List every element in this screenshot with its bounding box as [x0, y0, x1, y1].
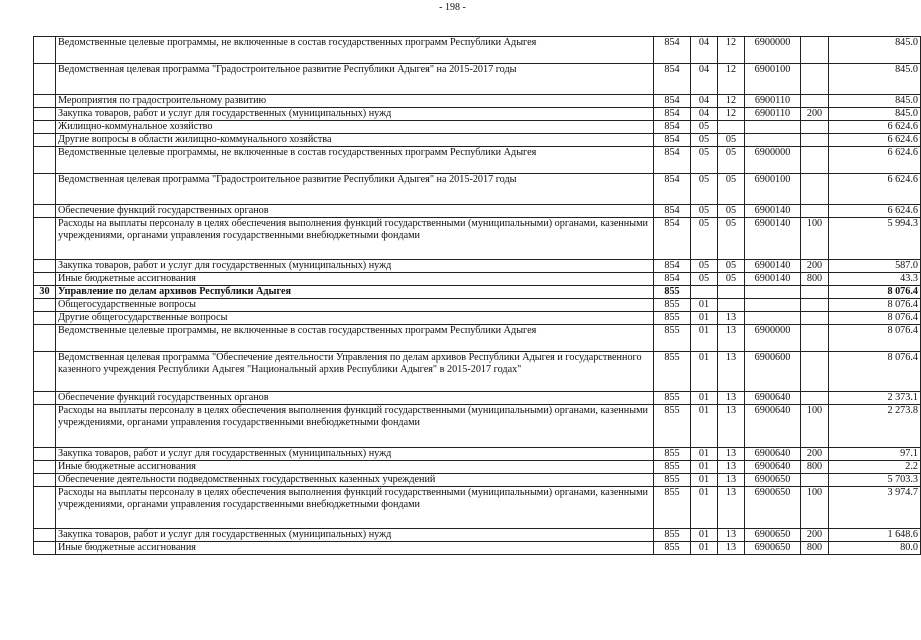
row-target-article: 6900600 — [745, 352, 801, 392]
row-name: Ведомственная целевая программа "Обеспечение деятельности Управления по делам архивов Республики Адыгея и государственного казенного учреждения Республики Адыгея "Национальный архив Республики Адыгея" в 2015-2017 годах" — [56, 352, 654, 392]
row-subsection-code: 13 — [718, 529, 745, 542]
row-section-code: 05 — [691, 121, 718, 134]
row-name: Ведомственные целевые программы, не включенные в состав государственных программ Республики Адыгея — [56, 147, 654, 174]
row-grbs-code: 854 — [654, 108, 691, 121]
row-amount: 5 703.3 — [829, 474, 921, 487]
row-expense-type — [801, 205, 829, 218]
budget-table — [33, 36, 921, 555]
row-target-article: 6900140 — [745, 273, 801, 286]
row-subsection-code: 12 — [718, 37, 745, 64]
row-amount: 6 624.6 — [829, 205, 921, 218]
row-section-code: 05 — [691, 147, 718, 174]
row-grbs-code: 854 — [654, 273, 691, 286]
row-amount: 8 076.4 — [829, 286, 921, 299]
row-subsection-code: 13 — [718, 461, 745, 474]
row-target-article — [745, 312, 801, 325]
row-section-code: 01 — [691, 448, 718, 461]
row-number — [34, 95, 56, 108]
row-name: Другие вопросы в области жилищно-коммунального хозяйства — [56, 134, 654, 147]
row-target-article: 6900650 — [745, 529, 801, 542]
row-name: Управление по делам архивов Республики Адыгея — [56, 286, 654, 299]
row-expense-type — [801, 174, 829, 205]
row-section-code: 01 — [691, 325, 718, 352]
row-expense-type — [801, 147, 829, 174]
row-expense-type: 800 — [801, 461, 829, 474]
table-row — [34, 529, 921, 542]
row-target-article: 6900650 — [745, 487, 801, 529]
table-row — [34, 286, 921, 299]
row-amount: 845.0 — [829, 37, 921, 64]
table-row — [34, 542, 921, 555]
budget-table-body — [34, 37, 921, 555]
row-grbs-code: 854 — [654, 218, 691, 260]
row-grbs-code: 854 — [654, 64, 691, 95]
row-expense-type — [801, 392, 829, 405]
row-expense-type — [801, 312, 829, 325]
row-grbs-code: 854 — [654, 121, 691, 134]
row-target-article: 6900640 — [745, 448, 801, 461]
table-row — [34, 108, 921, 121]
row-subsection-code: 05 — [718, 260, 745, 273]
row-amount: 2 373.1 — [829, 392, 921, 405]
row-expense-type: 200 — [801, 529, 829, 542]
row-section-code: 04 — [691, 37, 718, 64]
row-number — [34, 273, 56, 286]
table-row — [34, 174, 921, 205]
row-name: Ведомственные целевые программы, не включенные в состав государственных программ Республики Адыгея — [56, 325, 654, 352]
row-number: 30 — [34, 286, 56, 299]
row-grbs-code: 855 — [654, 474, 691, 487]
row-number — [34, 474, 56, 487]
row-target-article: 6900100 — [745, 64, 801, 95]
table-row — [34, 474, 921, 487]
row-subsection-code: 13 — [718, 352, 745, 392]
row-name: Закупка товаров, работ и услуг для государственных (муниципальных) нужд — [56, 448, 654, 461]
row-section-code: 05 — [691, 260, 718, 273]
row-expense-type: 100 — [801, 405, 829, 448]
table-row — [34, 392, 921, 405]
row-number — [34, 352, 56, 392]
row-subsection-code: 12 — [718, 64, 745, 95]
row-section-code: 01 — [691, 405, 718, 448]
row-target-article: 6900640 — [745, 392, 801, 405]
row-target-article: 6900110 — [745, 95, 801, 108]
table-row — [34, 218, 921, 260]
row-target-article: 6900650 — [745, 542, 801, 555]
row-name: Расходы на выплаты персоналу в целях обеспечения выполнения функций государственными (муниципальными) органами, казенными учреждениями, органами управления государственными внебюджетными фондами — [56, 218, 654, 260]
row-grbs-code: 854 — [654, 147, 691, 174]
table-row — [34, 64, 921, 95]
row-amount: 5 994.3 — [829, 218, 921, 260]
row-name: Расходы на выплаты персоналу в целях обеспечения выполнения функций государственными (муниципальными) органами, казенными учреждениями, органами управления государственными внебюджетными фондами — [56, 487, 654, 529]
row-expense-type — [801, 37, 829, 64]
row-target-article: 6900140 — [745, 218, 801, 260]
row-subsection-code: 13 — [718, 448, 745, 461]
row-grbs-code: 855 — [654, 448, 691, 461]
row-grbs-code: 855 — [654, 461, 691, 474]
row-name: Закупка товаров, работ и услуг для государственных (муниципальных) нужд — [56, 108, 654, 121]
row-section-code: 01 — [691, 312, 718, 325]
row-name: Ведомственные целевые программы, не включенные в состав государственных программ Республики Адыгея — [56, 37, 654, 64]
row-amount: 97.1 — [829, 448, 921, 461]
row-name: Другие общегосударственные вопросы — [56, 312, 654, 325]
row-subsection-code: 13 — [718, 312, 745, 325]
row-target-article: 6900140 — [745, 260, 801, 273]
row-number — [34, 174, 56, 205]
row-name: Закупка товаров, работ и услуг для государственных (муниципальных) нужд — [56, 529, 654, 542]
row-number — [34, 147, 56, 174]
row-grbs-code: 855 — [654, 542, 691, 555]
row-amount: 6 624.6 — [829, 121, 921, 134]
row-expense-type: 200 — [801, 448, 829, 461]
row-grbs-code: 855 — [654, 352, 691, 392]
row-expense-type — [801, 64, 829, 95]
row-subsection-code: 13 — [718, 325, 745, 352]
row-amount: 8 076.4 — [829, 312, 921, 325]
row-name: Иные бюджетные ассигнования — [56, 273, 654, 286]
table-row — [34, 448, 921, 461]
row-amount: 845.0 — [829, 95, 921, 108]
row-target-article: 6900140 — [745, 205, 801, 218]
row-number — [34, 260, 56, 273]
row-grbs-code: 854 — [654, 134, 691, 147]
row-amount: 3 974.7 — [829, 487, 921, 529]
row-expense-type — [801, 121, 829, 134]
row-section-code — [691, 286, 718, 299]
row-grbs-code: 854 — [654, 260, 691, 273]
row-target-article: 6900000 — [745, 325, 801, 352]
row-subsection-code: 13 — [718, 405, 745, 448]
table-row — [34, 205, 921, 218]
row-subsection-code: 13 — [718, 392, 745, 405]
row-target-article: 6900000 — [745, 147, 801, 174]
row-subsection-code: 12 — [718, 95, 745, 108]
row-section-code: 04 — [691, 108, 718, 121]
row-name: Иные бюджетные ассигнования — [56, 542, 654, 555]
row-amount: 8 076.4 — [829, 352, 921, 392]
row-name: Обеспечение функций государственных органов — [56, 392, 654, 405]
row-section-code: 01 — [691, 299, 718, 312]
table-row — [34, 121, 921, 134]
table-row — [34, 134, 921, 147]
row-target-article: 6900640 — [745, 405, 801, 448]
row-section-code: 05 — [691, 205, 718, 218]
row-expense-type: 100 — [801, 218, 829, 260]
row-number — [34, 487, 56, 529]
row-amount: 1 648.6 — [829, 529, 921, 542]
row-number — [34, 218, 56, 260]
row-grbs-code: 854 — [654, 37, 691, 64]
row-section-code: 01 — [691, 461, 718, 474]
row-section-code: 01 — [691, 392, 718, 405]
row-name: Мероприятия по градостроительному развитию — [56, 95, 654, 108]
row-expense-type: 200 — [801, 260, 829, 273]
row-expense-type — [801, 474, 829, 487]
table-row — [34, 352, 921, 392]
table-row — [34, 273, 921, 286]
row-amount: 8 076.4 — [829, 299, 921, 312]
row-number — [34, 299, 56, 312]
row-subsection-code: 05 — [718, 218, 745, 260]
row-section-code: 01 — [691, 352, 718, 392]
row-number — [34, 108, 56, 121]
row-target-article: 6900100 — [745, 174, 801, 205]
page-number: - 198 - — [439, 2, 466, 13]
row-grbs-code: 855 — [654, 299, 691, 312]
row-name: Общегосударственные вопросы — [56, 299, 654, 312]
row-section-code: 01 — [691, 529, 718, 542]
row-grbs-code: 854 — [654, 95, 691, 108]
row-amount: 6 624.6 — [829, 174, 921, 205]
row-number — [34, 461, 56, 474]
row-section-code: 04 — [691, 64, 718, 95]
row-number — [34, 205, 56, 218]
row-subsection-code: 13 — [718, 542, 745, 555]
row-target-article: 6900000 — [745, 37, 801, 64]
row-subsection-code: 05 — [718, 134, 745, 147]
row-subsection-code: 13 — [718, 487, 745, 529]
row-number — [34, 405, 56, 448]
row-subsection-code — [718, 299, 745, 312]
row-target-article — [745, 299, 801, 312]
row-grbs-code: 855 — [654, 325, 691, 352]
table-row — [34, 37, 921, 64]
row-amount: 43.3 — [829, 273, 921, 286]
table-row — [34, 260, 921, 273]
row-section-code: 01 — [691, 487, 718, 529]
row-name: Обеспечение функций государственных органов — [56, 205, 654, 218]
row-target-article: 6900110 — [745, 108, 801, 121]
row-subsection-code: 05 — [718, 205, 745, 218]
row-section-code: 04 — [691, 95, 718, 108]
row-subsection-code: 05 — [718, 174, 745, 205]
table-row — [34, 405, 921, 448]
row-amount: 2.2 — [829, 461, 921, 474]
row-name: Обеспечение деятельности подведомственных государственных казенных учреждений — [56, 474, 654, 487]
row-expense-type — [801, 325, 829, 352]
table-row — [34, 461, 921, 474]
row-section-code: 05 — [691, 174, 718, 205]
row-name: Жилищно-коммунальное хозяйство — [56, 121, 654, 134]
row-grbs-code: 854 — [654, 174, 691, 205]
row-amount: 8 076.4 — [829, 325, 921, 352]
row-name: Ведомственная целевая программа "Градостроительное развитие Республики Адыгея" на 2015-2017 годы — [56, 174, 654, 205]
row-grbs-code: 855 — [654, 392, 691, 405]
row-subsection-code — [718, 286, 745, 299]
row-expense-type — [801, 95, 829, 108]
row-subsection-code: 13 — [718, 474, 745, 487]
row-name: Расходы на выплаты персоналу в целях обеспечения выполнения функций государственными (муниципальными) органами, казенными учреждениями, органами управления государственными внебюджетными фондами — [56, 405, 654, 448]
row-amount: 6 624.6 — [829, 134, 921, 147]
row-target-article — [745, 121, 801, 134]
row-grbs-code: 855 — [654, 487, 691, 529]
row-expense-type — [801, 134, 829, 147]
row-section-code: 05 — [691, 134, 718, 147]
table-row — [34, 487, 921, 529]
row-amount: 2 273.8 — [829, 405, 921, 448]
row-number — [34, 392, 56, 405]
row-number — [34, 134, 56, 147]
row-section-code: 05 — [691, 218, 718, 260]
row-expense-type: 100 — [801, 487, 829, 529]
row-subsection-code: 05 — [718, 273, 745, 286]
row-number — [34, 312, 56, 325]
row-amount: 845.0 — [829, 108, 921, 121]
row-expense-type: 800 — [801, 273, 829, 286]
row-target-article: 6900640 — [745, 461, 801, 474]
table-row — [34, 299, 921, 312]
row-amount: 587.0 — [829, 260, 921, 273]
table-row — [34, 147, 921, 174]
row-grbs-code: 854 — [654, 205, 691, 218]
row-subsection-code — [718, 121, 745, 134]
row-target-article — [745, 286, 801, 299]
table-row — [34, 312, 921, 325]
row-number — [34, 64, 56, 95]
row-number — [34, 529, 56, 542]
row-number — [34, 542, 56, 555]
row-target-article: 6900650 — [745, 474, 801, 487]
row-grbs-code: 855 — [654, 286, 691, 299]
row-amount: 80.0 — [829, 542, 921, 555]
row-amount: 845.0 — [829, 64, 921, 95]
row-grbs-code: 855 — [654, 405, 691, 448]
row-expense-type: 200 — [801, 108, 829, 121]
row-expense-type — [801, 299, 829, 312]
row-expense-type — [801, 352, 829, 392]
row-section-code: 05 — [691, 273, 718, 286]
row-number — [34, 325, 56, 352]
row-subsection-code: 05 — [718, 147, 745, 174]
row-name: Закупка товаров, работ и услуг для государственных (муниципальных) нужд — [56, 260, 654, 273]
row-subsection-code: 12 — [718, 108, 745, 121]
row-grbs-code: 855 — [654, 312, 691, 325]
row-section-code: 01 — [691, 542, 718, 555]
row-expense-type — [801, 286, 829, 299]
row-target-article — [745, 134, 801, 147]
row-name: Иные бюджетные ассигнования — [56, 461, 654, 474]
table-row — [34, 95, 921, 108]
row-expense-type: 800 — [801, 542, 829, 555]
row-section-code: 01 — [691, 474, 718, 487]
row-grbs-code: 855 — [654, 529, 691, 542]
row-number — [34, 121, 56, 134]
row-name: Ведомственная целевая программа "Градостроительное развитие Республики Адыгея" на 2015-2017 годы — [56, 64, 654, 95]
row-number — [34, 37, 56, 64]
row-number — [34, 448, 56, 461]
table-row — [34, 325, 921, 352]
row-amount: 6 624.6 — [829, 147, 921, 174]
